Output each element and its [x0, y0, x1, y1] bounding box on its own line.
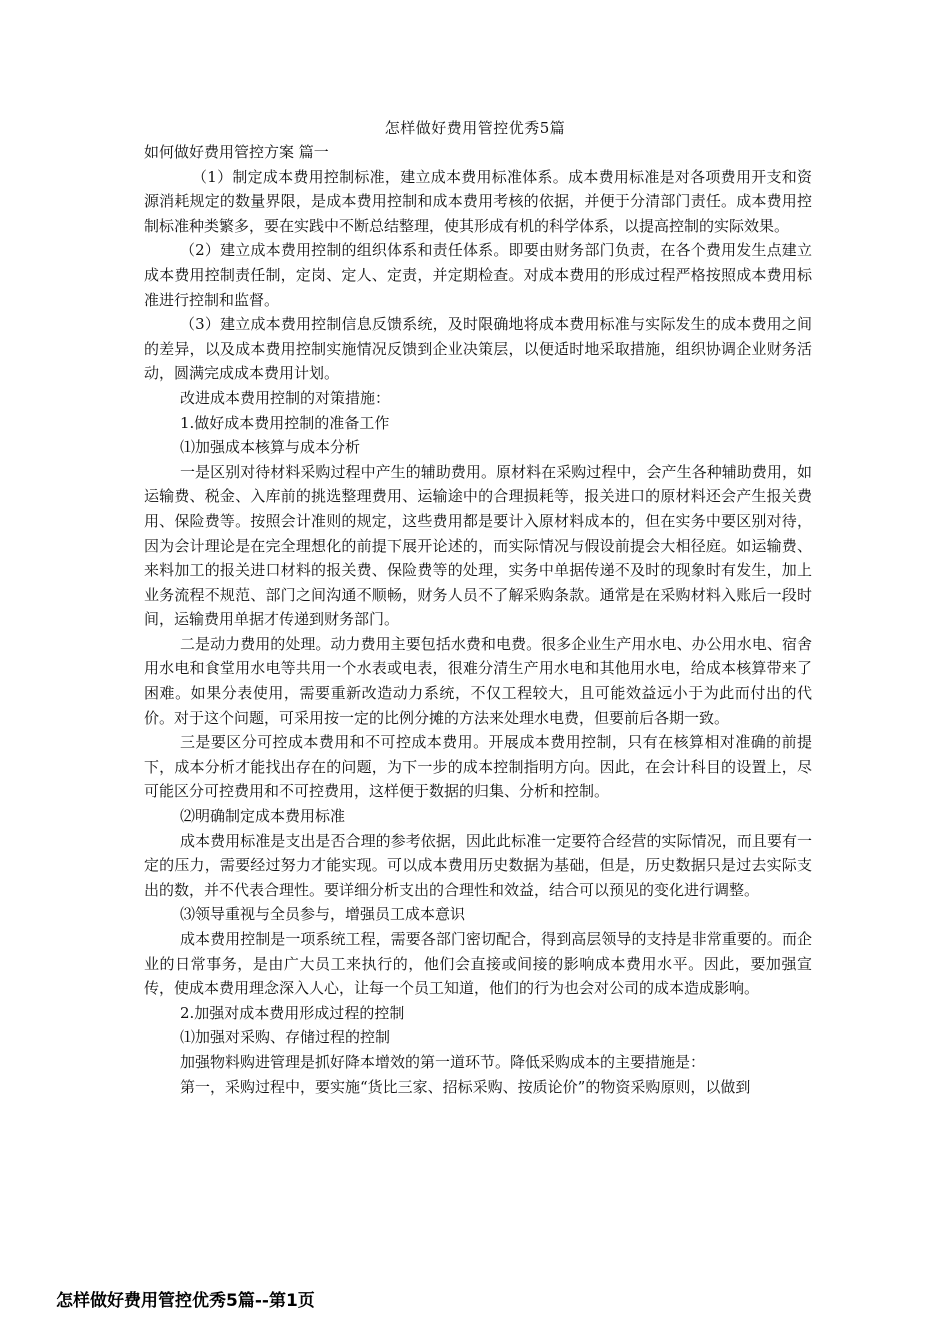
section-title: 如何做好费用管控方案 篇一: [144, 143, 329, 161]
subheading: ⑴加强对采购、存储过程的控制: [180, 1028, 391, 1047]
paragraph: 第一，采购过程中，要实施“货比三家、招标采购、按质论价”的物资采购原则，以做到: [180, 1077, 751, 1096]
subheading: 1.做好成本费用控制的准备工作: [180, 413, 390, 432]
document-body: [144, 140, 812, 1099]
paragraph: 一是区别对待材料采购过程中产生的辅助费用。原材料在采购过程中，会产生各种辅助费用，如运输费、税金、入库前的挑选整理费用、运输途中的合理损耗等，报关进口的原材料还会产生报关费用、保险费等。按照会计准则的规定，这些费用都是要计入原材料成本的，但在实务中要区别对待，因为会计理论是在完全理想化的前提下展开论述的，而实际情况与假设前提会大相径庭。如运输费、来料加工的报关进口材料的报关费、保险费等的处理，实务中单据传递不及时的现象时有发生，加上业务流程不规范、部门之间沟通不顺畅，财务人员不了解采购条款。通常是在采购材料入账后一段时间，运输费用单据才传递到财务部门。: [144, 462, 812, 629]
paragraph: （2）建立成本费用控制的组织体系和责任体系。即要由财务部门负责，在各个费用发生点建立成本费用控制责任制，定岗、定人、定责，并定期检查。对成本费用的形成过程严格按照成本费用标准进行控制和监督。: [144, 241, 812, 309]
document-title: 怎样做好费用管控优秀5篇: [384, 119, 566, 137]
paragraph: 二是动力费用的处理。动力费用主要包括水费和电费。很多企业生产用水电、办公用水电、宿舍用水电和食堂用水电等共用一个水表或电表，很难分清生产用水电和其他用水电，给成本核算带来了困难。如果分表使用，需要重新改造动力系统，不仅工程较大，且可能效益远小于为此而付出的代价。对于这个问题，可采用按一定的比例分摊的方法来处理水电费，但要前后各期一致。: [144, 634, 812, 727]
page-footer: 怎样做好费用管控优秀5篇--第1页: [56, 1291, 315, 1311]
paragraph: 改进成本费用控制的对策措施：: [180, 388, 391, 407]
paragraph: （1）制定成本费用控制标准，建立成本费用标准体系。成本费用标准是对各项费用开支和资源消耗规定的数量界限，是成本费用控制和成本费用考核的依据，并便于分清部门责任。成本费用控制标准种类繁多，要在实践中不断总结整理，使其形成有机的科学体系，以提高控制的实际效果。: [144, 167, 812, 235]
subheading: ⑵明确制定成本费用标准: [180, 807, 346, 826]
subheading: 2.加强对成本费用形成过程的控制: [180, 1003, 405, 1022]
subheading: ⑶领导重视与全员参与，增强员工成本意识: [180, 905, 466, 924]
paragraph: 成本费用标准是支出是否合理的参考依据，因此此标准一定要符合经营的实际情况，而且要有一定的压力，需要经过努力才能实现。可以成本费用历史数据为基础，但是，历史数据只是过去实际支出的数，并不代表合理性。要详细分析支出的合理性和效益，结合可以预见的变化进行调整。: [144, 831, 812, 899]
subheading: ⑴加强成本核算与成本分析: [180, 438, 361, 457]
paragraph: 三是要区分可控成本费用和不可控成本费用。开展成本费用控制，只有在核算相对准确的前提下，成本分析才能找出存在的问题，为下一步的成本控制指明方向。因此，在会计科目的设置上，尽可能区分可控费用和不可控费用，这样便于数据的归集、分析和控制。: [144, 733, 812, 801]
paragraph: （3）建立成本费用控制信息反馈系统，及时限确地将成本费用标准与实际发生的成本费用之间的差异，以及成本费用控制实施情况反馈到企业决策层，以便适时地采取措施，组织协调企业财务活动，圆满完成成本费用计划。: [144, 315, 812, 383]
paragraph: 加强物料购进管理是抓好降本增效的第一道环节。降低采购成本的主要措施是：: [180, 1052, 706, 1071]
paragraph: 成本费用控制是一项系统工程，需要各部门密切配合，得到高层领导的支持是非常重要的。而企业的日常事务，是由广大员工来执行的，他们会直接或间接的影响成本费用水平。因此，要加强宣传，使成本费用理念深入人心，让每一个员工知道，他们的行为也会对公司的成本造成影响。: [144, 930, 812, 998]
